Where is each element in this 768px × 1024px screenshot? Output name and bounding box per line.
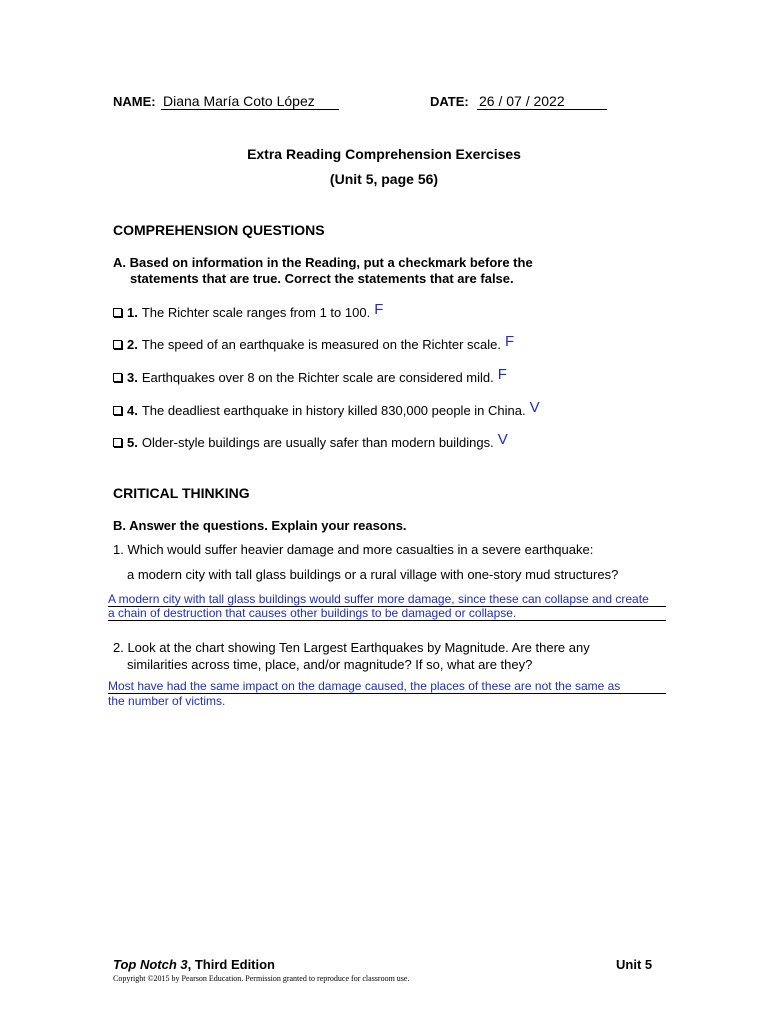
instructions-line-2: statements that are true. Correct the statements that are false. xyxy=(130,271,514,286)
instructions-line-1: A. Based on information in the Reading, put a checkmark before the xyxy=(113,255,533,270)
checkbox-3[interactable] xyxy=(113,373,122,382)
statement-number: 3. xyxy=(127,370,138,385)
statement-number: 4. xyxy=(127,403,138,418)
statement-text: Older-style buildings are usually safer than modern buildings. xyxy=(141,435,494,450)
page-subtitle: (Unit 5, page 56) xyxy=(329,171,439,187)
book-edition: , Third Edition xyxy=(187,957,276,972)
answer-1-line-2[interactable]: a chain of destruction that causes other buildings to be damaged or collapse. xyxy=(108,607,666,621)
date-field[interactable]: 26 / 07 / 2022 xyxy=(477,93,607,110)
book-title: Top Notch 3 xyxy=(113,957,188,972)
footer-unit: Unit 5 xyxy=(616,957,653,972)
statement-answer[interactable]: F xyxy=(497,366,507,383)
copyright-notice: Copyright ©2015 by Pearson Education. Permission granted to reproduce for classroom use. xyxy=(113,974,410,983)
question-2-line-2: similarities across time, place, and/or magnitude? If so, what are they? xyxy=(127,657,533,672)
answer-2-line-2[interactable]: the number of victims. xyxy=(108,694,226,708)
statement-item-5 xyxy=(113,431,508,451)
statement-item-4 xyxy=(113,399,540,419)
answer-1-line-1[interactable]: A modern city with tall glass buildings would suffer more damage, since these can collapse and create xyxy=(108,593,666,607)
statement-number: 2. xyxy=(127,337,138,352)
statement-number: 5. xyxy=(127,435,138,450)
statement-answer[interactable]: F xyxy=(374,301,384,318)
checkbox-5[interactable] xyxy=(113,438,122,447)
statement-text: The speed of an earthquake is measured on the Richter scale. xyxy=(141,337,502,352)
checkbox-1[interactable] xyxy=(113,308,122,317)
critical-instructions: B. Answer the questions. Explain your reasons. xyxy=(113,518,407,533)
date-label: DATE: xyxy=(430,94,469,109)
critical-heading: CRITICAL THINKING xyxy=(113,485,250,501)
checkbox-4[interactable] xyxy=(113,406,122,415)
statement-text: The Richter scale ranges from 1 to 100. xyxy=(141,305,371,320)
statement-item-1 xyxy=(113,301,384,321)
comprehension-heading: COMPREHENSION QUESTIONS xyxy=(113,222,325,238)
statement-text: The deadliest earthquake in history killed 830,000 people in China. xyxy=(141,403,526,418)
statement-answer[interactable]: V xyxy=(529,399,540,416)
comprehension-instructions xyxy=(113,255,633,287)
statement-number: 1. xyxy=(127,305,138,320)
footer-book-title xyxy=(113,957,275,972)
statement-item-3 xyxy=(113,366,507,386)
question-2-line-1: 2. Look at the chart showing Ten Largest Earthquakes by Magnitude. Are there any xyxy=(113,640,590,655)
name-label: NAME: xyxy=(113,94,156,109)
page-title: Extra Reading Comprehension Exercises xyxy=(247,146,521,162)
question-1-line-2: a modern city with tall glass buildings or a rural village with one-story mud structures? xyxy=(127,567,619,582)
checkbox-2[interactable] xyxy=(113,340,122,349)
statement-answer[interactable]: V xyxy=(497,431,508,448)
statement-item-2 xyxy=(113,333,515,353)
answer-2-line-1[interactable]: Most have had the same impact on the damage caused, the places of these are not the same as xyxy=(108,680,666,694)
question-1-line-1: 1. Which would suffer heavier damage and more casualties in a severe earthquake: xyxy=(113,542,594,557)
statement-answer[interactable]: F xyxy=(505,333,515,350)
statement-text: Earthquakes over 8 on the Richter scale are considered mild. xyxy=(141,370,494,385)
name-field[interactable]: Diana María Coto López xyxy=(161,93,339,110)
